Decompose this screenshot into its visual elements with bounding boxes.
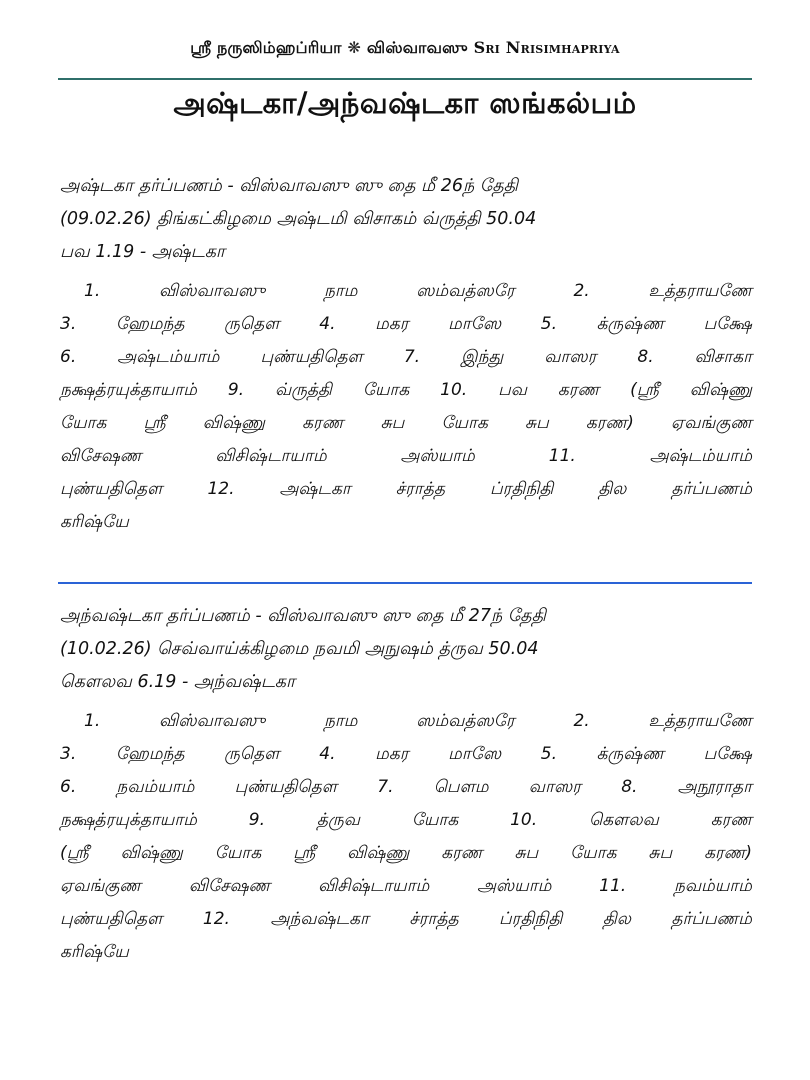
section-heading xyxy=(60,600,752,699)
heading-line: பவ 1.19 - அஷ்டகா xyxy=(60,242,226,262)
heading-line: அந்வஷ்டகா தர்ப்பணம் - விஸ்வாவஸு ஸு தை மீ 27ந் தேதி xyxy=(60,606,546,626)
header-tamil-name: ஸ்ரீ நருஸிம்ஹப்ரியா xyxy=(190,38,342,57)
text-line: கரிஷ்யே xyxy=(60,942,129,962)
text-line: புண்யதிதௌ 12. அந்வஷ்டகா ச்ராத்த ப்ரதிநிதி தில தர்ப்பணம் xyxy=(60,909,752,929)
heading-line: கௌலவ 6.19 - அந்வஷ்டகா xyxy=(60,672,296,692)
header-rule xyxy=(58,78,752,80)
heading-line: (10.02.26) செவ்வாய்க்கிழமை நவமி அநுஷம் த்ருவ 50.04 xyxy=(60,639,539,659)
section-heading xyxy=(60,170,752,269)
text-line: 1. விஸ்வாவஸு நாம ஸம்வத்ஸரே 2. உத்தராயணே xyxy=(84,711,752,731)
text-line: 6. நவம்யாம் புண்யதிதௌ 7. பௌம வாஸர 8. அநூராதா xyxy=(60,777,752,797)
text-line: யோக ஸ்ரீ விஷ்ணு கரண சுப யோக சுப கரண) ஏவங்குண xyxy=(60,413,752,433)
section-anvashtaka xyxy=(60,600,752,969)
text-line: விசேஷண விசிஷ்டாயாம் அஸ்யாம் 11. அஷ்டம்யாம் xyxy=(60,446,752,466)
text-line: புண்யதிதௌ 12. அஷ்டகா ச்ராத்த ப்ரதிநிதி தில தர்ப்பணம் xyxy=(60,479,752,499)
section-divider xyxy=(58,582,752,584)
text-line: நக்ஷத்ரயுக்தாயாம் 9. த்ருவ யோக 10. கௌலவ கரண xyxy=(60,810,752,830)
star-icon: ❋ xyxy=(347,38,362,57)
page-header xyxy=(58,38,752,59)
sankalpam-text xyxy=(60,705,752,969)
text-line: 3. ஹேமந்த ருதௌ 4. மகர மாஸே 5. க்ருஷ்ண பக்ஷே xyxy=(60,314,752,334)
text-line: 1. விஸ்வாவஸு நாம ஸம்வத்ஸரே 2. உத்தராயணே xyxy=(84,281,752,301)
text-line: நக்ஷத்ரயுக்தாயாம் 9. வ்ருத்தி யோக 10. பவ கரண (ஸ்ரீ விஷ்ணு xyxy=(60,380,752,400)
text-line: ஏவங்குண விசேஷண விசிஷ்டாயாம் அஸ்யாம் 11. நவம்யாம் xyxy=(60,876,752,896)
text-line: (ஸ்ரீ விஷ்ணு யோக ஸ்ரீ விஷ்ணு கரண சுப யோக சுப கரண) xyxy=(60,843,752,863)
text-line: 6. அஷ்டம்யாம் புண்யதிதௌ 7. இந்து வாஸர 8. விசாகா xyxy=(60,347,752,367)
section-ashtaka xyxy=(60,170,752,539)
text-line: 3. ஹேமந்த ருதௌ 4. மகர மாஸே 5. க்ருஷ்ண பக்ஷே xyxy=(60,744,752,764)
text-line: கரிஷ்யே xyxy=(60,512,129,532)
header-latin-name: Sri Nrisimhapriya xyxy=(473,38,620,57)
header-year-name: விஸ்வாவஸு xyxy=(366,38,468,57)
sankalpam-text xyxy=(60,275,752,539)
page-title: அஷ்டகா/அந்வஷ்டகா ஸங்கல்பம் xyxy=(173,86,637,120)
heading-line: அஷ்டகா தர்ப்பணம் - விஸ்வாவஸு ஸு தை மீ 26ந் தேதி xyxy=(60,176,518,196)
heading-line: (09.02.26) திங்கட்கிழமை அஷ்டமி விசாகம் வ்ருத்தி 50.04 xyxy=(60,209,537,229)
